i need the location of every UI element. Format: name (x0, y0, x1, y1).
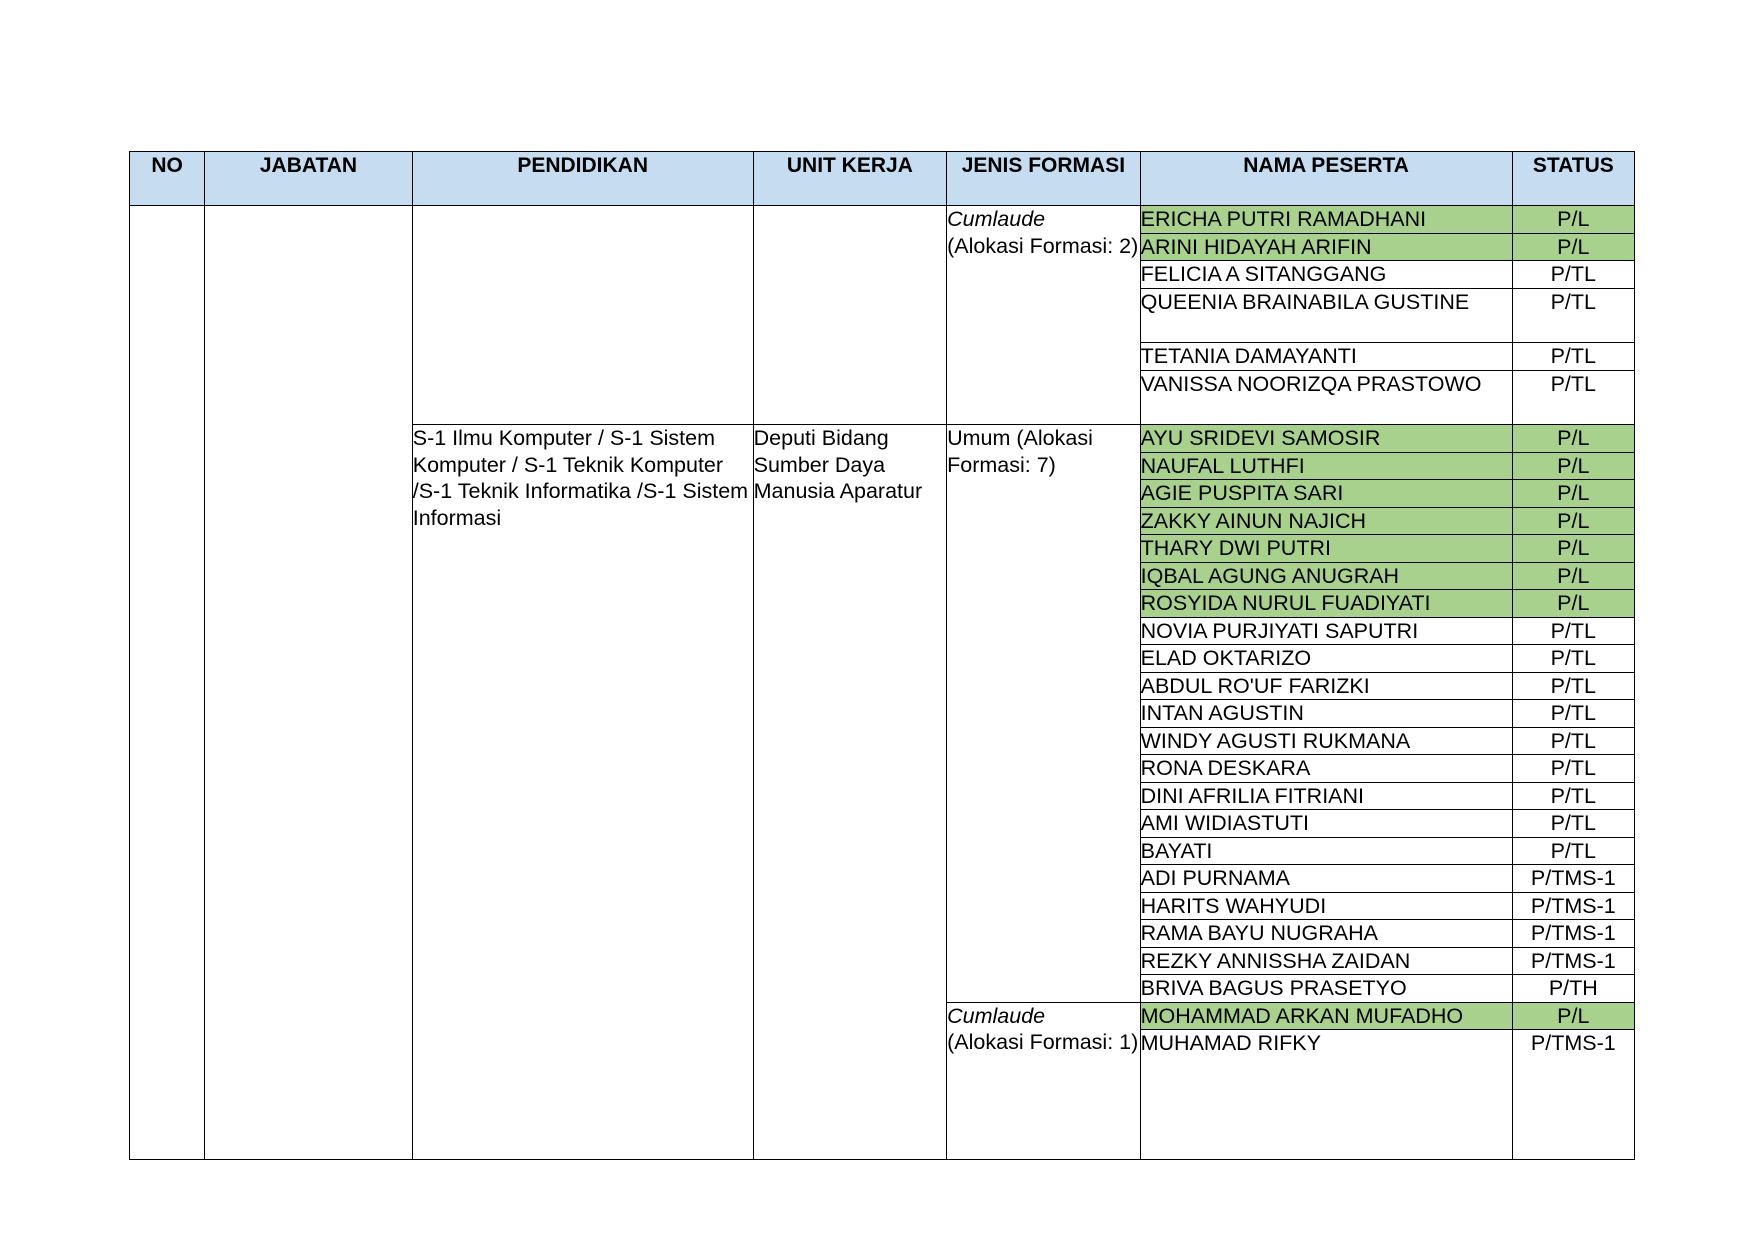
participant-status: P/TL (1512, 672, 1634, 700)
participant-name: AMI WIDIASTUTI (1140, 810, 1512, 838)
participant-status: P/TL (1512, 645, 1634, 673)
participant-name: NAUFAL LUTHFI (1140, 452, 1512, 480)
participant-name: DINI AFRILIA FITRIANI (1140, 782, 1512, 810)
cell-unit-kerja-1 (753, 206, 947, 425)
cell-pendidikan-2: S-1 Ilmu Komputer / S-1 Sistem Komputer / S-1 Teknik Komputer /S-1 Teknik Informatika /S-1 Sistem Informasi (412, 425, 753, 1160)
participant-status: P/TL (1512, 755, 1634, 783)
participant-status: P/L (1512, 452, 1634, 480)
participant-status: P/TL (1512, 370, 1634, 425)
header-jenis-formasi: JENIS FORMASI (947, 152, 1141, 206)
participant-status: P/TMS-1 (1512, 947, 1634, 975)
participant-status: P/L (1512, 1002, 1634, 1030)
formasi-cumlaude-label: Cumlaude (947, 1003, 1046, 1028)
participant-status: P/L (1512, 206, 1634, 234)
participant-status: P/TMS-1 (1512, 892, 1634, 920)
participant-status: P/L (1512, 590, 1634, 618)
cell-jabatan (205, 206, 413, 1160)
participant-status: P/L (1512, 562, 1634, 590)
participant-status: P/TMS-1 (1512, 865, 1634, 893)
participant-name: ERICHA PUTRI RAMADHANI (1140, 206, 1512, 234)
participant-status: P/L (1512, 425, 1634, 453)
participant-name: WINDY AGUSTI RUKMANA (1140, 727, 1512, 755)
header-pendidikan: PENDIDIKAN (412, 152, 753, 206)
participant-status: P/L (1512, 233, 1634, 261)
participant-status: P/TL (1512, 343, 1634, 371)
cell-formasi-umum: Umum (Alokasi Formasi: 7) (947, 425, 1141, 1003)
participant-status: P/TL (1512, 810, 1634, 838)
header-unit-kerja: UNIT KERJA (753, 152, 947, 206)
participant-name: IQBAL AGUNG ANUGRAH (1140, 562, 1512, 590)
participant-name: ADI PURNAMA (1140, 865, 1512, 893)
header-nama-peserta: NAMA PESERTA (1140, 152, 1512, 206)
cell-formasi-cumlaude-2 (947, 1002, 1141, 1160)
participant-table (129, 151, 1635, 1160)
participant-status: P/L (1512, 480, 1634, 508)
participant-status: P/L (1512, 535, 1634, 563)
participant-status: P/TL (1512, 727, 1634, 755)
participant-name: RAMA BAYU NUGRAHA (1140, 920, 1512, 948)
participant-name: TETANIA DAMAYANTI (1140, 343, 1512, 371)
participant-status: P/TMS-1 (1512, 920, 1634, 948)
cell-no (130, 206, 205, 1160)
participant-name: AYU SRIDEVI SAMOSIR (1140, 425, 1512, 453)
participant-name: ELAD OKTARIZO (1140, 645, 1512, 673)
participant-name: RONA DESKARA (1140, 755, 1512, 783)
participant-status: P/TL (1512, 288, 1634, 343)
participant-name: FELICIA A SITANGGANG (1140, 261, 1512, 289)
header-status: STATUS (1512, 152, 1634, 206)
header-jabatan: JABATAN (205, 152, 413, 206)
cell-pendidikan-1 (412, 206, 753, 425)
participant-status: P/TL (1512, 700, 1634, 728)
participant-name: HARITS WAHYUDI (1140, 892, 1512, 920)
cell-formasi-cumlaude-1 (947, 206, 1141, 425)
participant-status: P/TMS-1 (1512, 1030, 1634, 1160)
formasi-allocation: (Alokasi Formasi: 1) (947, 1030, 1139, 1054)
participant-name: MUHAMAD RIFKY (1140, 1030, 1512, 1160)
participant-status: P/L (1512, 507, 1634, 535)
participant-name: ARINI HIDAYAH ARIFIN (1140, 233, 1512, 261)
participant-status: P/TL (1512, 782, 1634, 810)
participant-status: P/TL (1512, 261, 1634, 289)
participant-name: MOHAMMAD ARKAN MUFADHO (1140, 1002, 1512, 1030)
participant-name: INTAN AGUSTIN (1140, 700, 1512, 728)
participant-name: ZAKKY AINUN NAJICH (1140, 507, 1512, 535)
participant-name: AGIE PUSPITA SARI (1140, 480, 1512, 508)
participant-name: THARY DWI PUTRI (1140, 535, 1512, 563)
participant-status: P/TH (1512, 975, 1634, 1003)
participant-name: VANISSA NOORIZQA PRASTOWO (1140, 370, 1512, 425)
participant-name: QUEENIA BRAINABILA GUSTINE (1140, 288, 1512, 343)
participant-name: BAYATI (1140, 837, 1512, 865)
header-no: NO (130, 152, 205, 206)
header-row (130, 152, 1635, 206)
participant-name: ABDUL RO'UF FARIZKI (1140, 672, 1512, 700)
participant-name: REZKY ANNISSHA ZAIDAN (1140, 947, 1512, 975)
participant-name: NOVIA PURJIYATI SAPUTRI (1140, 617, 1512, 645)
formasi-cumlaude-label: Cumlaude (947, 207, 1046, 231)
table-row (130, 206, 1635, 234)
participant-name: BRIVA BAGUS PRASETYO (1140, 975, 1512, 1003)
cell-unit-kerja-2: Deputi Bidang Sumber Daya Manusia Aparatur (753, 425, 947, 1160)
participant-status: P/TL (1512, 837, 1634, 865)
formasi-allocation: (Alokasi Formasi: 2) (947, 233, 1139, 258)
participant-name: ROSYIDA NURUL FUADIYATI (1140, 590, 1512, 618)
participant-status: P/TL (1512, 617, 1634, 645)
